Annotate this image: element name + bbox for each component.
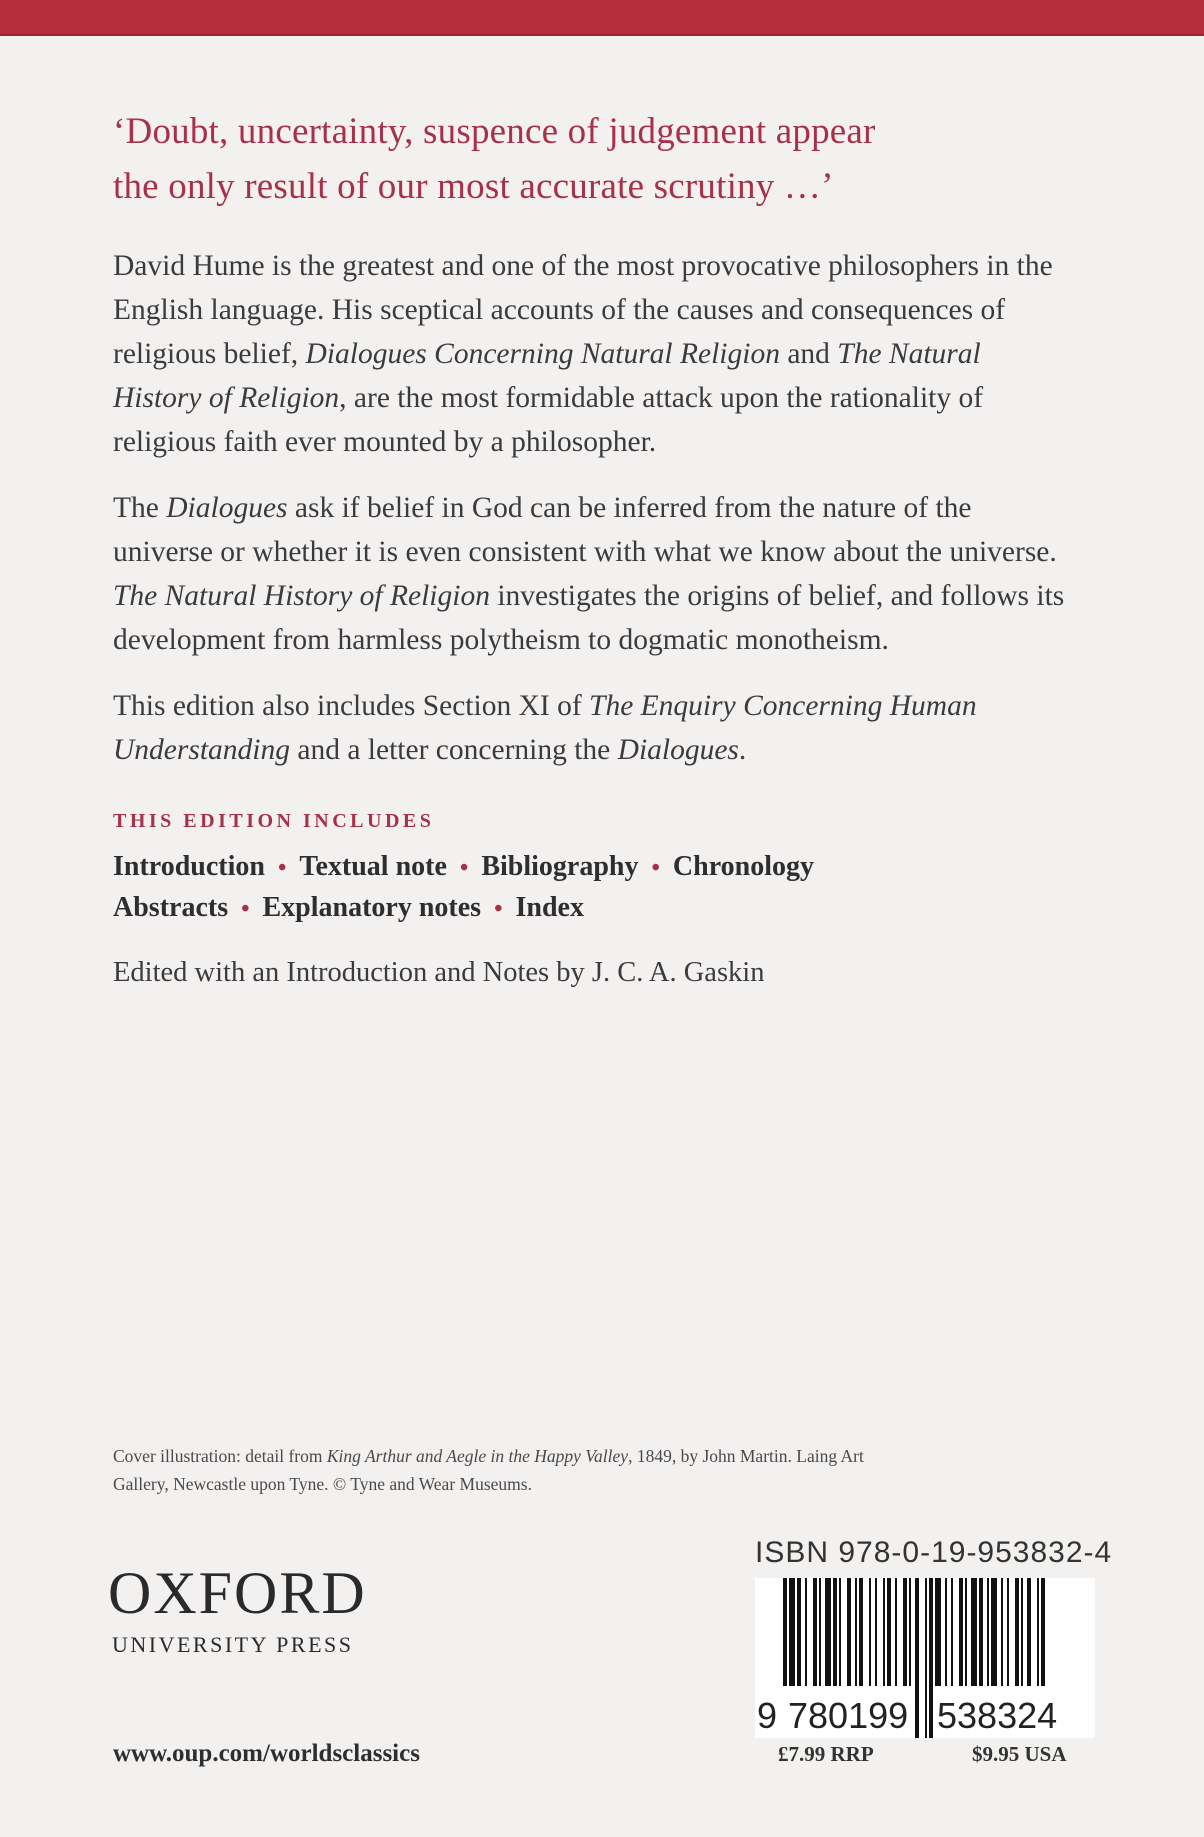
includes-list	[113, 847, 1113, 929]
para1-title-dialogues: Dialogues Concerning Natural Religion	[305, 338, 780, 370]
publisher-subname: UNIVERSITY PRESS	[112, 1632, 354, 1657]
bullet: •	[459, 855, 469, 881]
para1-text-c: , are the most formidable attack upon the rationality of religious faith ever mounted by a philosopher.	[113, 382, 984, 458]
include-item: Introduction	[113, 851, 265, 882]
price-gbp: £7.99 RRP	[778, 1742, 874, 1766]
para1-text-a: David Hume is the greatest and one of the most provocative philosophers in the English language. His sceptical accounts of the causes and consequences of religious belief,	[113, 250, 1053, 370]
para3-text-c: .	[738, 734, 747, 766]
para3-text-b: and a letter concerning the	[290, 734, 618, 766]
include-item: Chronology	[672, 851, 814, 882]
barcode-bar	[925, 1578, 927, 1738]
para2-text-c: investigates the origins of belief, and follows its development from harmless polytheism to dogmatic monotheism.	[113, 580, 1065, 656]
back-cover-text	[113, 104, 1113, 995]
barcode-lead-digit: 9	[757, 1695, 778, 1736]
para3-title-dialogues: Dialogues	[617, 734, 739, 766]
description-paragraph-3	[113, 684, 1073, 772]
bullet: •	[651, 855, 660, 881]
quote-line-2: the only result of our most accurate scrutiny …’	[113, 166, 834, 207]
description-paragraph-2	[113, 486, 1073, 662]
para1-title-natural-history: The Natural History of Religion	[113, 338, 981, 414]
price-usd: $9.95 USA	[972, 1742, 1067, 1766]
includes-row-2	[113, 888, 1113, 929]
para2-title-natural-history: The Natural History of Religion	[113, 580, 490, 612]
publisher-website: www.oup.com/worldsclassics	[113, 1740, 420, 1767]
para3-text-a: This edition also includes Section XI of	[113, 690, 590, 722]
epigraph-quote	[113, 104, 1113, 214]
publisher-name: OXFORD	[108, 1560, 367, 1626]
includes-heading: THIS EDITION INCLUDES	[113, 810, 435, 832]
para2-text-b: ask if belief in God can be inferred from the nature of the universe or whether it is even consistent with what we know about the universe.	[113, 492, 1057, 568]
isbn-label: ISBN 978-0-19-953832-4	[755, 1536, 1113, 1569]
cover-credit-text-b: , 1849, by John Martin. Laing Art Gallery, Newcastle upon Tyne. © Tyne and Wear Museums.	[113, 1446, 864, 1494]
barcode-icon	[755, 1578, 1095, 1738]
quote-line-1: ‘Doubt, uncertainty, suspence of judgement appear	[113, 111, 876, 152]
editor-credit: Edited with an Introduction and Notes by J. C. A. Gaskin	[113, 957, 765, 988]
bullet: •	[277, 855, 287, 881]
includes-row-1	[113, 847, 1113, 888]
para3-title-enquiry: The Enquiry Concerning Human Understanding	[113, 690, 977, 766]
cover-credit-title: King Arthur and Aegle in the Happy Valley	[326, 1446, 629, 1466]
include-item: Index	[515, 892, 584, 923]
barcode-bar	[929, 1578, 933, 1738]
para2-text-a: The	[113, 492, 167, 524]
cover-illustration-credit	[113, 1442, 873, 1498]
bullet: •	[494, 896, 503, 922]
publisher-logo	[108, 1560, 367, 1658]
barcode-digits-left: 780199	[788, 1695, 909, 1736]
top-color-band	[0, 0, 1204, 36]
description-paragraph-1	[113, 244, 1073, 464]
barcode-bar	[915, 1578, 919, 1738]
para2-title-dialogues: Dialogues	[166, 492, 288, 524]
include-item: Explanatory notes	[262, 892, 482, 923]
include-item: Textual note	[299, 851, 447, 882]
barcode-digits-right: 538324	[937, 1695, 1058, 1736]
cover-credit-text-a: Cover illustration: detail from	[113, 1446, 327, 1466]
para1-text-b: and	[779, 338, 838, 370]
include-item: Bibliography	[481, 851, 639, 882]
bullet: •	[241, 896, 250, 922]
include-item: Abstracts	[113, 892, 229, 923]
